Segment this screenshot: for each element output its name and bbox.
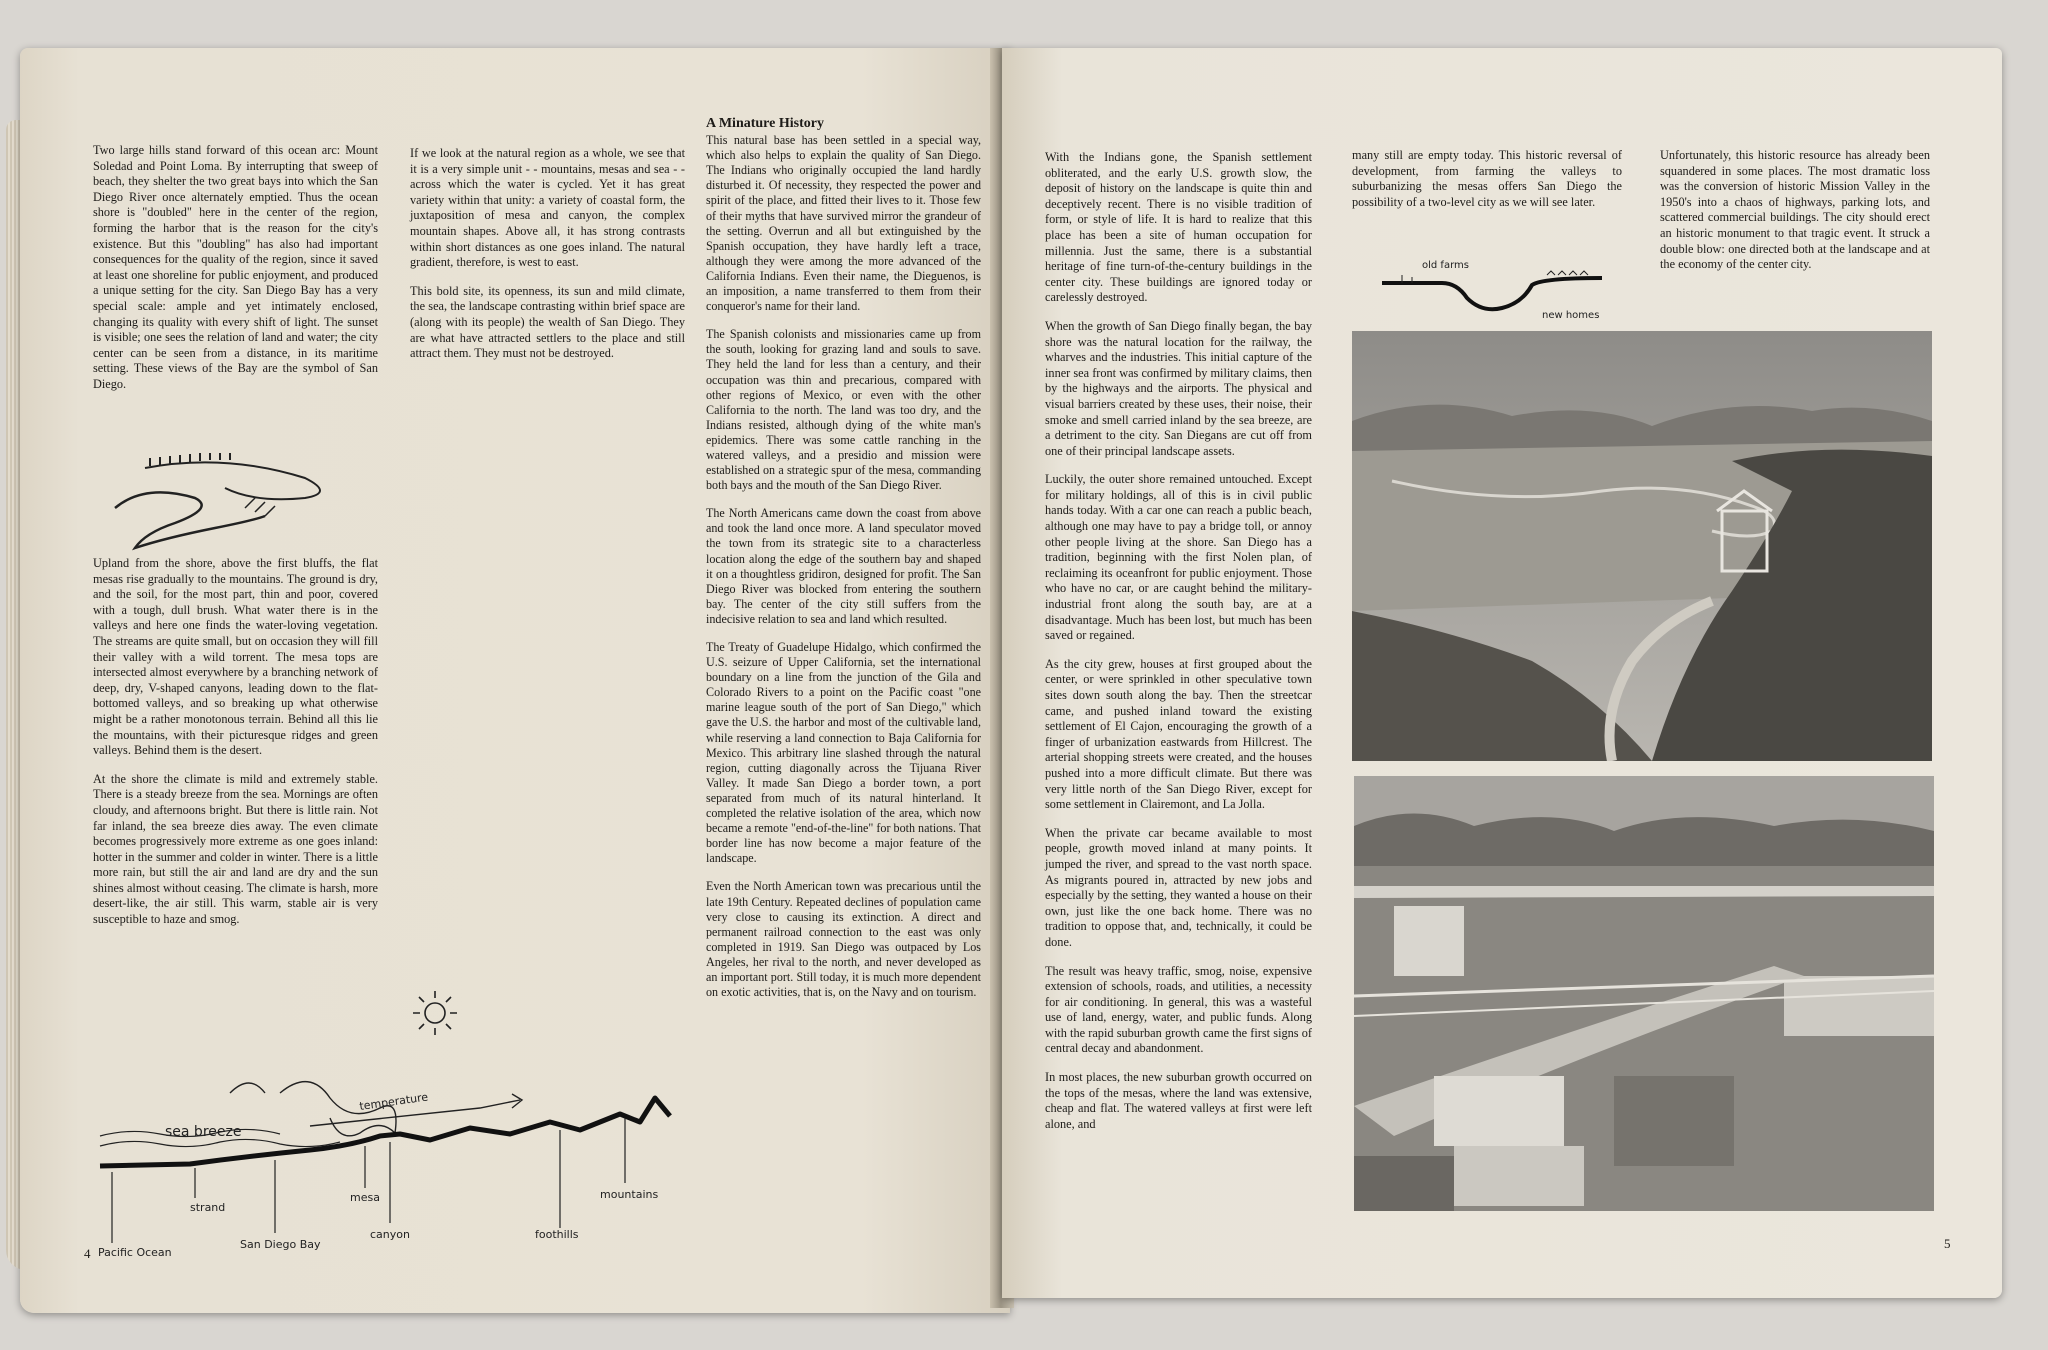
paragraph: As the city grew, houses at first grouped about the center, or were sprinkled in other speculative town sites down south along the bay. Then the streetcar came, and pushed inland toward the existing settlement of El Cajon, encouraging the growth of a finger of urbanization eastwards from Hillcrest. The arterial shopping streets were created, and the houses pushed into a more difficult climate. But there was very little north of the San Diego River, except for some settlement in Clairemont, and La Jolla. <box>1045 656 1312 812</box>
left-column-1 <box>93 143 378 406</box>
new-homes-label: new homes <box>1542 310 1600 321</box>
paragraph: When the growth of San Diego finally began, the bay shore was the natural location for the railway, the wharves and the industries. This initial capture of the inner sea front was confirmed by military claims, then by the highways and the airports. The physical and visual barriers created by these uses, their noise, their smoke and smell carried inland by the sea breeze, are a detriment to the city. San Diegans are cut off from one of their principal landscape assets. <box>1045 318 1312 458</box>
right-column-2 <box>1352 148 1622 223</box>
pacific-ocean-label: Pacific Ocean <box>98 1246 172 1259</box>
strand-label: strand <box>190 1201 226 1214</box>
two-level-city-sketch <box>1372 253 1622 323</box>
paragraph: Luckily, the outer shore remained untouched. Except for military holdings, all of this is in civil public hands today. With a car one can reach a public beach, although one may have to pay a bridge toll, or annoy other people living at the shore. San Diego has a tradition, beginning with the first Nolen plan, of reclaiming its oceanfront for public enjoyment. Those who have no car, or are caught behind the military-industrial front along the south bay, are at a disadvantage. Much has been lost, but much has been saved or regained. <box>1045 472 1312 643</box>
sun-sketch <box>405 983 465 1043</box>
canyon-label: canyon <box>370 1228 410 1241</box>
paragraph: Upland from the shore, above the first bluffs, the flat mesas rise gradually to the mountains. The ground is dry, and the soil, for the most part, thin and poor, covered with a tough, dull brush. What water there is in the valleys and here one finds the water-loving vegetation. The streams are quite small, but on occasion they will fill their valley with a wild torrent. The mesa tops are intersected almost everywhere by a branching network of deep, dry, V-shaped canyons, leading down to the flat-bottomed valleys, and so breaking up what otherwise might be a rather monotonous terrain. Behind all this lie the mountains, with their picturesque ridges and green valleys. Behind them is the desert. <box>93 556 378 758</box>
left-column-3 <box>706 116 981 1013</box>
temperature-label: temperature <box>358 1090 429 1113</box>
bay-sketch <box>105 448 345 568</box>
mesa-label: mesa <box>350 1191 380 1204</box>
paragraph: Two large hills stand forward of this ocean arc: Mount Soledad and Point Loma. By interrupting that sweep of beach, they shelter the two great bays into which the San Diego River once alternately emptied. Thus the ocean shore is "doubled" here in the center of the region, forming the harbor that is the reason for the city's existence. But this "doubling" has also had important consequences for the quality of the region, since it saved at least one shoreline for public enjoyment, and produced a unique setting for the city. San Diego Bay has a very special scale: ample and yet intimately enclosed, changing its quality with every shift of light. The sunset is visible; one sees the relation of land and water; the city center can be seen from a distance, in its maritime setting. These views of the Bay are the symbol of San Diego. <box>93 143 378 391</box>
left-column-1-lower <box>93 556 378 941</box>
paragraph: This natural base has been settled in a special way, which also helps to explain the quality of San Diego. The Indians who originally occupied the land hardly disturbed it. Of necessity, they respected the power and spirit of the place, and fitted their lives to it. Those few of their myths that have survived mirror the grandeur of the setting. Overrun and all but extinguished by the Spanish occupation, they have hardly left a trace, although they were among the more advanced of the California Indians. Even their name, the Dieguenos, is an imposition, a name transferred to them from their conqueror's name for their land. <box>706 133 981 314</box>
paragraph: The Spanish colonists and missionaries came up from the south, looking for grazing land and souls to save. They held the land for less than a century, and their occupation was thin and precarious, compared with other regions of Mexico, or even with the other California to the north. The land was too dry, and the Indians resisted, although dying of the white man's epidemics. There was some cattle ranching in the watered valleys, and a presidio and mission were established on a strategic spur of the mesa, commanding both bays and the mouth of the San Diego River. <box>706 327 981 493</box>
page-number: 5 <box>1944 1236 1951 1251</box>
page-number: 4 <box>84 1246 91 1261</box>
mission-valley-freeway-photo <box>1354 776 1934 1211</box>
paragraph: When the private car became available to most people, growth moved inland at many points. It jumped the river, and spread to the vast north space. As migrants poured in, attracted by new jobs and especially by the setting, they wanted a house on their own, just like the one back home. There was no tradition to oppose that, and, technically, it could be done. <box>1045 825 1312 949</box>
paragraph: At the shore the climate is mild and extremely stable. There is a steady breeze from the sea. Mornings are often cloudy, and afternoons bright. But there is little rain. Not far inland, the sea breeze dies away. The even climate becomes progressively more extreme as one goes inland: hotter in the summer and colder in winter. There is a little more rain, but still the air and land are dry and the sun shines almost without ceasing. The climate is harsh, more desert-like, the air still. This warm, stable air is very susceptible to haze and smog. <box>93 771 378 927</box>
san-diego-bay-label: San Diego Bay <box>240 1238 321 1251</box>
left-page <box>20 48 1010 1313</box>
paragraph: The North Americans came down the coast from above and took the land once more. A land speculator moved the town from its strategic site to a characterless location along the edge of the southern bay and shaped it on a thoughtless gridiron, designed for profit. The San Diego River was blocked from entering the southern bay. The center of the city still suffers from the indecisive relation to sea and land which resulted. <box>706 506 981 626</box>
right-column-3 <box>1660 148 1930 286</box>
right-column-1 <box>1045 150 1312 1145</box>
paragraph: If we look at the natural region as a whole, we see that it is a very simple unit - - mountains, mesas and sea - - across which the water is cycled. Yet it has great variety within that unity: a variety of coastal form, the juxtaposition of mesa and canyon, the complex mountain shapes. Above all, it has strong contrasts within short distances as one goes inland. The natural gradient, therefore, is west to east. <box>410 146 685 270</box>
paragraph: The Treaty of Guadelupe Hidalgo, which confirmed the U.S. seizure of Upper California, set the international boundary on a line from the junction of the Gila and Colorado Rivers to a point on the Pacific coast "one marine league south of the port of San Diego," which gave the U.S. the harbor and most of the cultivable land, while reserving a land connection to Baja California for Mexico. This arbitrary line slashed through the natural region, cutting diagonally across the Tijuana River Valley. It made San Diego a border town, a port separated from much of its natural hinterland. It completed the relative isolation of the area, which now became a remote "end-of-the-line" for both nations. That border line has now become a major feature of the landscape. <box>706 640 981 866</box>
paragraph: many still are empty today. This historic reversal of development, from farming the valleys to suburbanizing the mesas offers San Diego the possibility of a two-level city as we will see later. <box>1352 148 1622 209</box>
paragraph: This bold site, its openness, its sun and mild climate, the sea, the landscape contrasting within brief space are (along with its people) the wealth of San Diego. They are what have attracted settlers to the place and still attract them. They must not be destroyed. <box>410 283 685 361</box>
landscape-profile-sketch <box>80 1038 700 1273</box>
left-column-2 <box>410 146 685 375</box>
paragraph: Even the North American town was precarious until the late 19th Century. Repeated declines of population came very close to causing its extinction. A direct and permanent railroad connection to the east was only completed in 1919. San Diego was outpaced by Los Angeles, her rival to the north, and never developed as an important port. Still today, it is much more dependent on exotic activities, that is, on the Navy and on tourism. <box>706 879 981 1000</box>
paragraph: With the Indians gone, the Spanish settlement obliterated, and the early U.S. growth slow, the deposit of history on the landscape is quite thin and deceptively recent. There is no visible tradition of form, or style of life. It is hard to realize that this place has been a site of human occupation for millennia. Just the same, there is a substantial heritage of fine turn-of-the-century buildings in the center city. These buildings are ignored today or carelessly destroyed. <box>1045 150 1312 305</box>
foothills-label: foothills <box>535 1228 579 1241</box>
old-farms-label: old farms <box>1422 260 1469 271</box>
paragraph: In most places, the new suburban growth occurred on the tops of the mesas, where the land was extensive, cheap and flat. The watered valleys at first were left alone, and <box>1045 1070 1312 1131</box>
right-page <box>1002 48 2002 1298</box>
paragraph: The result was heavy traffic, smog, noise, expensive extension of schools, roads, and utilities, a necessity for air conditioning. In general, this was a wasteful use of land, energy, water, and public funds. Along with the rapid suburban growth came the first signs of central decay and abandonment. <box>1045 963 1312 1056</box>
paragraph: Unfortunately, this historic resource has already been squandered in some places. The most dramatic loss was the conversion of historic Mission Valley in the 1950's into a chaos of highways, parking lots, and scattered commercial buildings. The city should erect an historic monument to that tragic event. It struck a double blow: one directed both at the landscape and at the economy of the center city. <box>1660 148 1930 272</box>
section-heading: A Minature History <box>706 116 824 131</box>
mountains-label: mountains <box>600 1188 659 1201</box>
sea-breeze-label: sea breeze <box>165 1124 242 1140</box>
mission-valley-historic-photo <box>1352 331 1932 761</box>
